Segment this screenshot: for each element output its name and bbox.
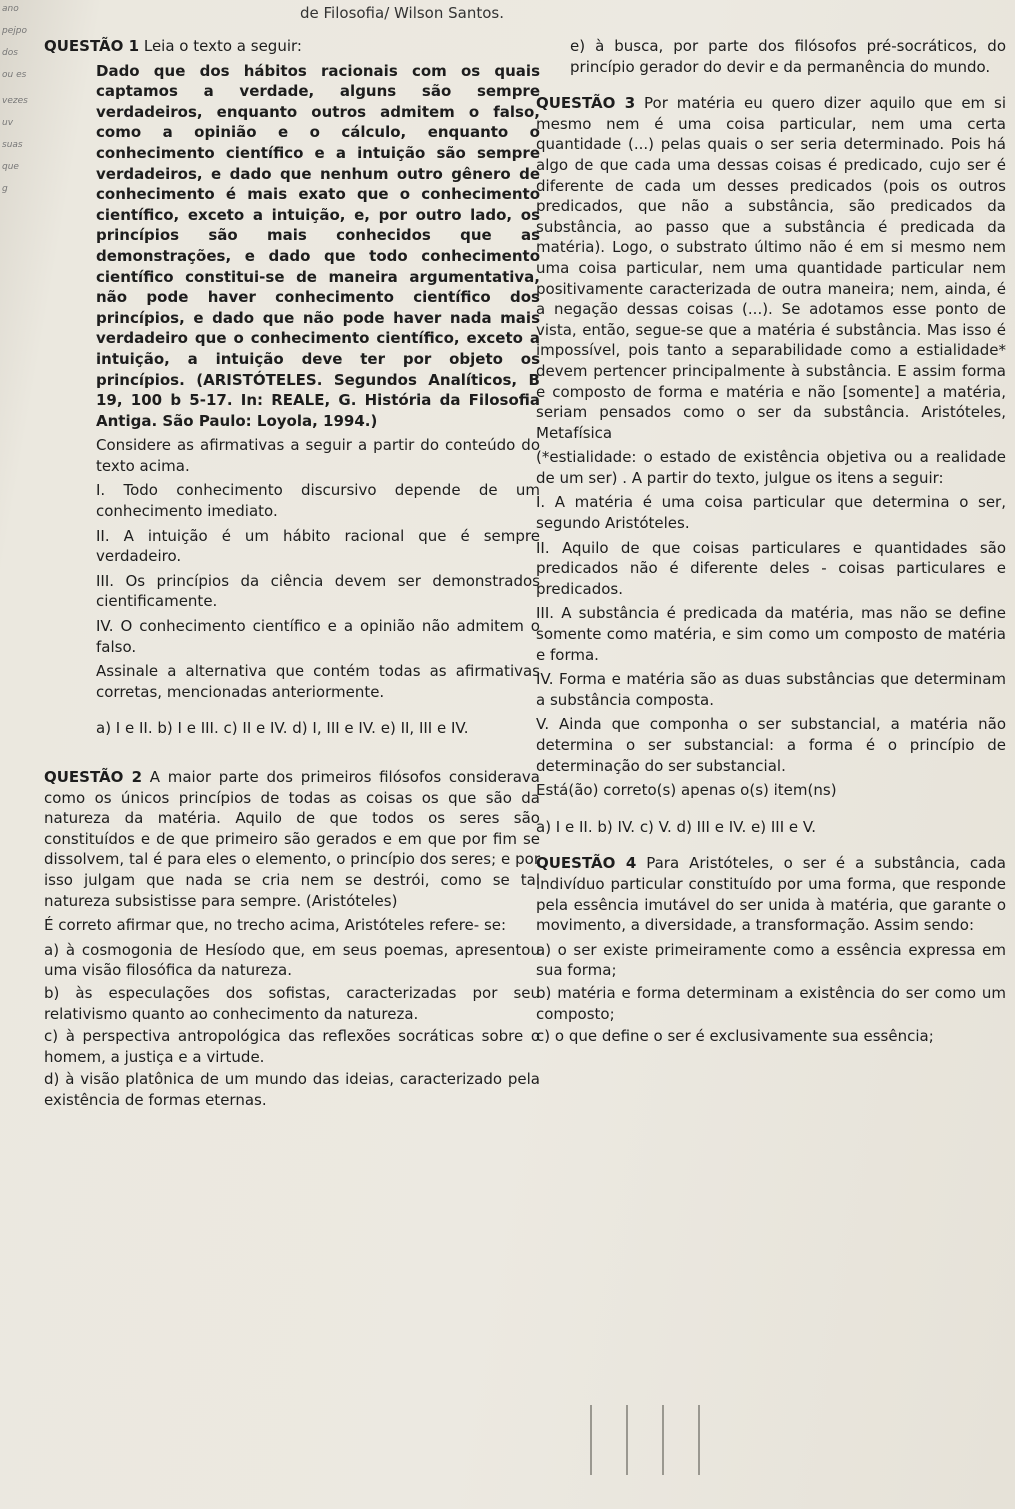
margin-scrap: g [2, 184, 8, 194]
ruled-line [626, 1405, 628, 1475]
question-3-options: a) I e II. b) IV. c) V. d) III e IV. e) III e V. [536, 817, 816, 836]
ruled-line [590, 1405, 592, 1475]
page-header: de Filosofia/ Wilson Santos. [300, 4, 504, 22]
question-4-option: c) o que define o ser é exclusivamente sua essência; [536, 1027, 934, 1046]
question-1-instruction: Assinale a alternativa que contém todas as afirmativas corretas, mencionadas anteriormente. [96, 662, 540, 701]
question-2-title: QUESTÃO 2 [44, 768, 143, 786]
question-4-title: QUESTÃO 4 [536, 854, 637, 873]
question-3-prompt: Está(ão) correto(s) apenas o(s) item(ns) [536, 781, 837, 800]
margin-scrap: pejpo [2, 26, 27, 36]
margin-scrap: que [2, 162, 19, 172]
question-3-item: IV. Forma e matéria são as duas substâncias que determinam a substância composta. [536, 670, 1006, 709]
question-2-body [44, 767, 540, 911]
margin-scrap: suas [2, 140, 23, 150]
question-3-note: (*estialidade: o estado de existência objetiva ou a realidade de um ser) . A partir do texto, julgue os itens a seguir: [536, 448, 1006, 487]
question-4-option: b) matéria e forma determinam a existência do ser como um composto; [536, 983, 1006, 1023]
question-1-prompt: Considere as afirmativas a seguir a partir do conteúdo do texto acima. [96, 436, 540, 475]
margin-scrap: ou es [2, 70, 27, 80]
right-column [536, 36, 1006, 1049]
question-3-item: II. Aquilo de que coisas particulares e quantidades são predicados não é diferente deles - coisas particulares e predicados. [536, 538, 1006, 598]
question-2-option: a) à cosmogonia de Hesíodo que, em seus poemas, apresentou uma visão filosófica da natureza. [44, 940, 540, 980]
margin-scrap: vezes [2, 96, 28, 106]
ruled-line [698, 1405, 700, 1475]
question-2-option: d) à visão platônica de um mundo das ideias, caracterizado pela existência de formas eternas. [44, 1070, 540, 1109]
margin-scrap: ano [2, 4, 19, 14]
left-column [44, 36, 540, 1113]
question-4-body [536, 853, 1006, 935]
question-1-heading [44, 36, 540, 57]
question-3-item: V. Ainda que componha o ser substancial, a matéria não determina o ser substancial: a forma é o princípio de determinação do ser substancial. [536, 715, 1006, 775]
question-2-prompt: É correto afirmar que, no trecho acima, Aristóteles refere- se: [44, 916, 507, 935]
question-2-option: b) às especulações dos sofistas, caracterizadas por seu relativismo quanto ao conhecimento da natureza. [44, 983, 540, 1023]
question-2-text: A maior parte dos primeiros filósofos considerava como os únicos princípios de todas as coisas os que são da natureza da matéria. Aquilo de que todos os seres são constituídos e de que primeiro são gerados e em que por fim se dissolvem, tal é para eles o elemento, o princípio dos seres; e por isso julgam que nada se cria nem se destrói, como se tal natureza subsistisse para sempre. (Aristóteles) [44, 768, 540, 910]
question-1-title: QUESTÃO 1 [44, 37, 140, 55]
question-3-text: Por matéria eu quero dizer aquilo que em si mesmo nem é uma coisa particular, nem uma certa quantidade (...) pelas quais o ser seria determinado. Pois há algo de que cada uma dessas coisas é predicado, cujo ser é diferente de cada um desses predicados (pois os outros predicados, que não a substância, são predicados da substância, ao passo que a substância é predicada da matéria). Logo, o substrato último não é em si mesmo nem uma coisa particular, nem uma quantidade particular nem positivamente caracterizada de outra maneira; nem, ainda, é a negação dessas coisas (...). Se adotamos esse ponto de vista, então, segue-se que a matéria é substância. Mas isso é impossível, pois tanto a separabilidade como a estialidade* devem pertencer principalmente à substância. E assim forma e composto de forma e matéria e não [somente] a matéria, seriam pensados como o ser da substância. Aristóteles, Metafísica [536, 94, 1007, 442]
question-1-intro: Leia o texto a seguir: [143, 37, 302, 55]
question-2-option: c) à perspectiva antropológica das reflexões socráticas sobre o homem, a justiça e a virtude. [44, 1027, 540, 1066]
question-1-quote: Dado que dos hábitos racionais com os quais captamos a verdade, alguns são sempre verdadeiros, enquanto outros admitem o falso, como a opinião e o cálculo, enquanto o conhecimento científico e a intuição são sempre verdadeiros, e dado que nenhum outro gênero de conhecimento é mais exato que o conhecimento científico, exceto a intuição, e, por outro lado, os princípios são mais conhecidos que as demonstrações, e dado que todo conhecimento científico constitui-se de maneira argumentativa, não pode haver conhecimento científico dos princípios, e dado que não pode haver nada mais verdadeiro que o conhecimento científico, exceto a intuição, a intuição deve ter por objeto os princípios. (ARISTÓTELES. Segundos Analíticos, B 19, 100 b 5-17. In: REALE, G. História da Filosofia Antiga. São Paulo: Loyola, 1994.) [96, 61, 540, 430]
question-3-body [536, 93, 1006, 443]
question-4-option: a) o ser existe primeiramente como a essência expressa em sua forma; [536, 940, 1006, 980]
question-1-item: I. Todo conhecimento discursivo depende de um conhecimento imediato. [96, 481, 540, 521]
question-3-item: I. A matéria é uma coisa particular que determina o ser, segundo Aristóteles. [536, 493, 1006, 533]
margin-scrap: dos [2, 48, 18, 58]
question-2-option-e: e) à busca, por parte dos filósofos pré-socráticos, do princípio gerador do devir e da permanência do mundo. [570, 37, 1006, 76]
question-1-item: IV. O conhecimento científico e a opinião não admitem o falso. [96, 617, 540, 656]
question-3-title: QUESTÃO 3 [536, 94, 636, 113]
question-4-text: Para Aristóteles, o ser é a substância, cada indivíduo particular constituído por uma forma, que responde pela essência imutável do ser unida à matéria, que garante o movimento, a diversidade, a transformação. Assim sendo: [536, 854, 1006, 935]
margin-scrap: uv [2, 118, 14, 128]
ruled-line [662, 1405, 664, 1475]
question-3-item: III. A substância é predicada da matéria, mas não se define somente como matéria, e sim como um composto de matéria e forma. [536, 604, 1006, 664]
question-1-item: III. Os princípios da ciência devem ser demonstrados cientificamente. [96, 571, 540, 611]
question-1-item: II. A intuição é um hábito racional que é sempre verdadeiro. [96, 526, 540, 566]
question-1-options: a) I e II. b) I e III. c) II e IV. d) I, III e IV. e) II, III e IV. [96, 719, 469, 738]
